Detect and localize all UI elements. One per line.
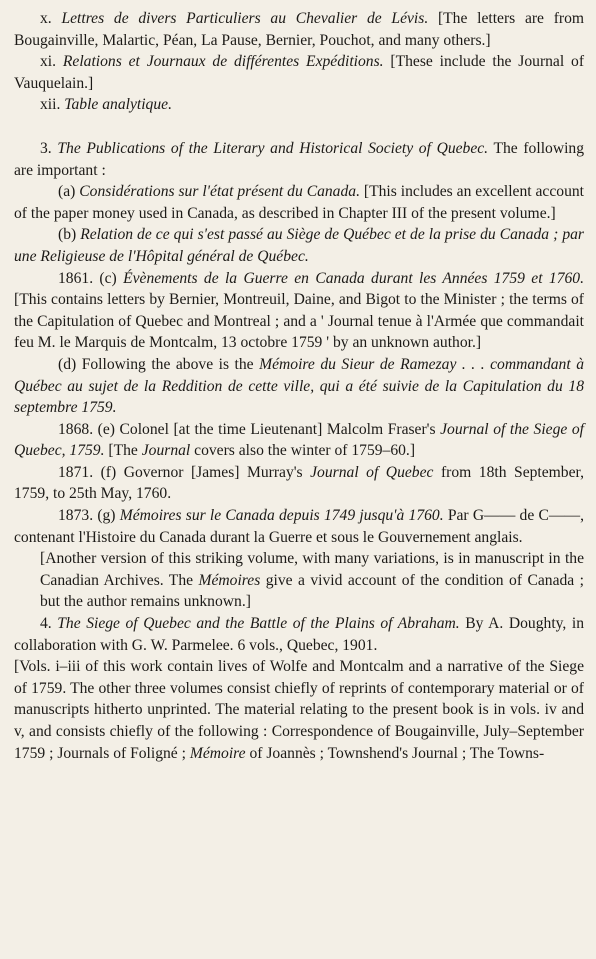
italic-text: The Siege of Quebec and the Battle of the Plains of Abraham.	[57, 615, 460, 633]
text: Par G—— de C——, contenant l'Histoire du Canada durant la Guerre et sous le Gouvernement anglais.	[14, 507, 584, 546]
text: xii.	[40, 96, 65, 114]
text: (d) Following the above is the	[58, 355, 260, 373]
paragraph-e	[14, 419, 584, 462]
text: 4.	[40, 615, 58, 633]
text: [This includes an excellent account of the paper money used in Canada, as described in Chapter III of the present volume.]	[14, 183, 584, 222]
paragraph-x	[14, 8, 584, 51]
text: of Joannès ; Townshend's Journal ; The Towns-	[245, 744, 545, 762]
text: xi.	[40, 53, 63, 71]
italic-text: Journal of the Siege of Quebec, 1759.	[14, 420, 584, 460]
text: give a vivid account of the condition of Canada ; but the author remains unknown.]	[40, 571, 584, 611]
italic-text: Mémoire	[189, 744, 246, 762]
text: [The letters are from Bougainville, Malartic, Péan, La Pause, Bernier, Pouchot, and many others.]	[14, 10, 585, 49]
paragraph-vols	[14, 656, 584, 764]
italic-text: Relation de ce qui s'est passé au Siège de Québec et de la prise du Canada ; par une Religieuse de l'Hôpital général de Québec.	[14, 226, 584, 265]
text: 1873. (g)	[58, 507, 120, 525]
text: 1861. (c)	[58, 269, 124, 287]
text: [The	[104, 442, 142, 460]
text: (b)	[58, 226, 81, 244]
text: 3.	[40, 139, 58, 157]
italic-text: Table analytique.	[64, 96, 172, 114]
paragraph-xii	[14, 94, 584, 116]
text: [These include the Journal of Vauquelain.]	[14, 53, 585, 92]
text: covers also the winter of 1759–60.]	[190, 442, 416, 460]
text: 1868. (e) Colonel [at the time Lieutenant] Malcolm Fraser's	[58, 420, 441, 438]
italic-text: The Publications of the Literary and Historical Society of Quebec.	[57, 139, 489, 157]
text: By A. Doughty, in collaboration with G. W. Parmelee. 6 vols., Quebec, 1901.	[14, 615, 585, 654]
text: [Another version of this striking volume, with many variations, is in manuscript in the Canadian Archives. The	[40, 550, 584, 589]
paragraph-c	[14, 268, 584, 354]
text: The following are important :	[14, 139, 585, 179]
italic-text: Mémoires sur le Canada depuis 1749 jusqu'à 1760.	[119, 507, 444, 525]
paragraph-note	[14, 548, 584, 613]
text: 1871. (f) Governor [James] Murray's	[58, 463, 311, 481]
italic-text: Journal of Quebec	[310, 463, 434, 481]
text: (a)	[58, 183, 80, 201]
paragraph-gap1	[14, 116, 584, 138]
text: [This contains letters by Bernier, Montreuil, Daine, and Bigot to the Minister ; the terms of the Capitulation of Quebec and Montreal ; and a ' Journal tenue à l'Armée que commandait feu M. le Marquis de Montcalm, 13 octobre 1759 ' by an unknown author.]	[14, 291, 584, 352]
paragraph-xi	[14, 51, 584, 94]
italic-text: Relations et Journaux de différentes Expéditions.	[62, 53, 384, 71]
paragraph-a	[14, 181, 584, 224]
italic-text: Journal	[141, 442, 191, 460]
italic-text: Mémoire du Sieur de Ramezay . . . commandant à Québec au sujet de la Reddition de cette ville, qui a été suivie de la Capitulation du 18 septembre 1759.	[14, 355, 584, 417]
italic-text: Lettres de divers Particuliers au Chevalier de Lévis.	[61, 10, 429, 27]
paragraph-g	[14, 505, 584, 548]
paragraph-s3	[14, 138, 584, 181]
italic-text: Évènements de la Guerre en Canada durant les Années 1759 et 1760.	[123, 269, 584, 287]
italic-text: Considérations sur l'état présent du Canada.	[79, 183, 360, 201]
text: from 18th September, 1759, to 25th May, 1760.	[14, 463, 584, 503]
paragraph-d	[14, 354, 584, 419]
italic-text: Mémoires	[198, 571, 261, 589]
text: x.	[40, 10, 62, 27]
text: [Vols. i–iii of this work contain lives of Wolfe and Montcalm and a narrative of the Siege of 1759. The other three volumes consist chiefly of reprints of contemporary material or of manuscripts hitherto unprinted. The material relating to the present book is in vols. iv and v, and consists chiefly of the following : Correspondence of Bougainville, July–September 1759 ; Journals of Foligné ;	[14, 658, 584, 762]
paragraph-f	[14, 462, 584, 505]
paragraph-s4	[14, 613, 584, 656]
paragraph-b	[14, 224, 584, 267]
